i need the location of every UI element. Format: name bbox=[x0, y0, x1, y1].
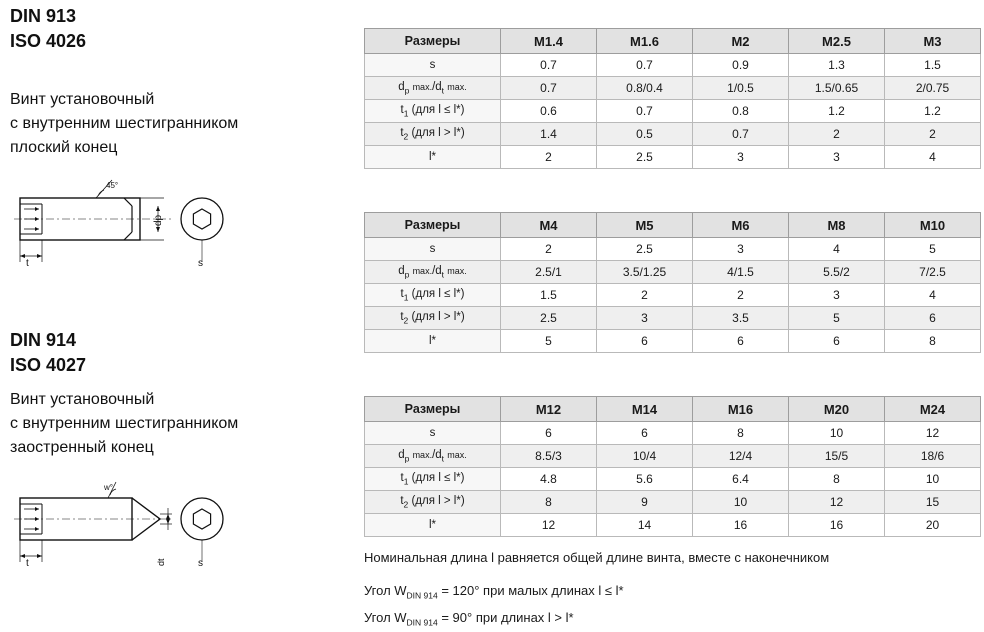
cell: 0.7 bbox=[597, 54, 693, 77]
table-row bbox=[365, 123, 981, 146]
footnotes bbox=[364, 548, 974, 632]
cell: 4 bbox=[885, 146, 981, 169]
note2-prefix: Угол W bbox=[364, 583, 407, 598]
table-row bbox=[365, 284, 981, 307]
cell: 5.5/2 bbox=[789, 261, 885, 284]
din913-desc-line3: плоский конец bbox=[10, 139, 118, 156]
row-label: s bbox=[365, 422, 501, 445]
cell: 14 bbox=[597, 514, 693, 537]
left-column bbox=[10, 0, 355, 628]
cell: 3 bbox=[789, 146, 885, 169]
cell: 0.7 bbox=[501, 54, 597, 77]
table-row bbox=[365, 100, 981, 123]
cell: 10 bbox=[885, 468, 981, 491]
cell: 9 bbox=[597, 491, 693, 514]
standard-block-din913 bbox=[10, 4, 86, 54]
cell: 2 bbox=[597, 284, 693, 307]
cell: 8.5/3 bbox=[501, 445, 597, 468]
cell: 1.5 bbox=[501, 284, 597, 307]
cell: 1.4 bbox=[501, 123, 597, 146]
table-header-row bbox=[365, 213, 981, 238]
cell: 0.6 bbox=[501, 100, 597, 123]
header-cell-0: Размеры bbox=[365, 29, 501, 54]
header-cell-1: M4 bbox=[501, 213, 597, 238]
svg-text:t: t bbox=[26, 258, 29, 268]
cell: 4.8 bbox=[501, 468, 597, 491]
cell: 10 bbox=[693, 491, 789, 514]
header-cell-4: M8 bbox=[789, 213, 885, 238]
cell: 8 bbox=[693, 422, 789, 445]
cell: 4 bbox=[885, 284, 981, 307]
cell: 1.2 bbox=[789, 100, 885, 123]
dimensions-table-m12-m24 bbox=[364, 396, 981, 537]
header-cell-5: M24 bbox=[885, 397, 981, 422]
cell: 6 bbox=[885, 307, 981, 330]
standard-block-din914 bbox=[10, 328, 86, 378]
row-label: $t_1$ (для l ≤ l*) bbox=[365, 468, 501, 491]
cell: 12 bbox=[885, 422, 981, 445]
svg-text:t: t bbox=[26, 558, 29, 568]
cell: 5 bbox=[789, 307, 885, 330]
cell: 5 bbox=[885, 238, 981, 261]
dimensions-table-m4-m10 bbox=[364, 212, 981, 353]
cell: 2 bbox=[789, 123, 885, 146]
cell: 2.5 bbox=[597, 238, 693, 261]
row-label: l* bbox=[365, 330, 501, 353]
cell: 2 bbox=[501, 238, 597, 261]
header-cell-2: M5 bbox=[597, 213, 693, 238]
cell: 8 bbox=[789, 468, 885, 491]
header-cell-0: Размеры bbox=[365, 397, 501, 422]
cell: 3 bbox=[597, 307, 693, 330]
din913-desc-line1: Винт установочный bbox=[10, 91, 155, 108]
header-cell-5: M10 bbox=[885, 213, 981, 238]
header-cell-2: M1.6 bbox=[597, 29, 693, 54]
row-label: $t_1$ (для l ≤ l*) bbox=[365, 284, 501, 307]
din914-title-line1: DIN 914 bbox=[10, 330, 77, 350]
row-label: $d_p$ $\max./d_t$ max. bbox=[365, 77, 501, 100]
table-row bbox=[365, 422, 981, 445]
row-label: $t_2$ (для l > l*) bbox=[365, 123, 501, 146]
cell: 18/6 bbox=[885, 445, 981, 468]
cell: 2 bbox=[693, 284, 789, 307]
cell: 20 bbox=[885, 514, 981, 537]
svg-text:s: s bbox=[198, 558, 203, 568]
table-row bbox=[365, 468, 981, 491]
cell: 6 bbox=[597, 330, 693, 353]
table-row bbox=[365, 330, 981, 353]
row-label: s bbox=[365, 54, 501, 77]
cell: 6 bbox=[501, 422, 597, 445]
cell: 12/4 bbox=[693, 445, 789, 468]
cell: 3.5 bbox=[693, 307, 789, 330]
header-cell-3: M16 bbox=[693, 397, 789, 422]
cell: 0.7 bbox=[597, 100, 693, 123]
cell: 2.5/1 bbox=[501, 261, 597, 284]
note-line-3 bbox=[364, 608, 974, 632]
cell: 12 bbox=[501, 514, 597, 537]
cell: 5.6 bbox=[597, 468, 693, 491]
din913-title-line2: ISO 4026 bbox=[10, 31, 87, 51]
table-row bbox=[365, 146, 981, 169]
table-row bbox=[365, 445, 981, 468]
cell: 0.8/0.4 bbox=[597, 77, 693, 100]
note3-prefix: Угол W bbox=[364, 609, 407, 625]
cell: 1.3 bbox=[789, 54, 885, 77]
table-header-row bbox=[365, 29, 981, 54]
cell: 1.2 bbox=[885, 100, 981, 123]
cell: 2 bbox=[885, 123, 981, 146]
din914-description bbox=[10, 388, 238, 460]
table-row bbox=[365, 77, 981, 100]
row-label: l* bbox=[365, 146, 501, 169]
note-line-1: Номинальная длина l равняется общей длине винта, вместе с наконечником bbox=[364, 550, 830, 565]
din913-technical-drawing bbox=[12, 178, 262, 268]
din914-technical-drawing bbox=[12, 478, 262, 568]
note3-suffix: = 90° при длинах l > l* bbox=[437, 609, 574, 625]
cell: 0.7 bbox=[501, 77, 597, 100]
cell: 4 bbox=[789, 238, 885, 261]
cell: 3 bbox=[693, 146, 789, 169]
cell: 15 bbox=[885, 491, 981, 514]
cell: 6.4 bbox=[693, 468, 789, 491]
header-cell-0: Размеры bbox=[365, 213, 501, 238]
cell: 4/1.5 bbox=[693, 261, 789, 284]
row-label: $t_2$ (для l > l*) bbox=[365, 307, 501, 330]
cell: 16 bbox=[693, 514, 789, 537]
cell: 5 bbox=[501, 330, 597, 353]
row-label: $d_p$ $\max./d_t$ max. bbox=[365, 445, 501, 468]
cell: 8 bbox=[501, 491, 597, 514]
header-cell-3: M6 bbox=[693, 213, 789, 238]
cell: 3.5/1.25 bbox=[597, 261, 693, 284]
cell: 3 bbox=[693, 238, 789, 261]
row-label: $t_2$ (для l > l*) bbox=[365, 491, 501, 514]
header-cell-1: M1.4 bbox=[501, 29, 597, 54]
table-row bbox=[365, 491, 981, 514]
table-m1-4-m3 bbox=[364, 28, 981, 169]
header-cell-2: M14 bbox=[597, 397, 693, 422]
row-label: l* bbox=[365, 514, 501, 537]
cell: 2.5 bbox=[597, 146, 693, 169]
row-label: $t_1$ (для l ≤ l*) bbox=[365, 100, 501, 123]
note-line-2 bbox=[364, 581, 974, 606]
cell: 1.5/0.65 bbox=[789, 77, 885, 100]
cell: 12 bbox=[789, 491, 885, 514]
cell: 7/2.5 bbox=[885, 261, 981, 284]
cell: 6 bbox=[789, 330, 885, 353]
row-label: s bbox=[365, 238, 501, 261]
table-m12-m24 bbox=[364, 396, 981, 537]
cell: 3 bbox=[789, 284, 885, 307]
din914-desc-line1: Винт установочный bbox=[10, 391, 155, 408]
cell: 16 bbox=[789, 514, 885, 537]
note2-suffix: = 120° при малых длинах l ≤ l* bbox=[437, 583, 624, 598]
cell: 1.5 bbox=[885, 54, 981, 77]
cell: 2.5 bbox=[501, 307, 597, 330]
header-cell-5: M3 bbox=[885, 29, 981, 54]
note2-subscript: DIN 914 bbox=[406, 590, 438, 601]
svg-text:dt: dt bbox=[156, 558, 166, 566]
cell: 2/0.75 bbox=[885, 77, 981, 100]
cell: 15/5 bbox=[789, 445, 885, 468]
cell: 6 bbox=[693, 330, 789, 353]
cell: 6 bbox=[597, 422, 693, 445]
cell: 10 bbox=[789, 422, 885, 445]
header-cell-4: M20 bbox=[789, 397, 885, 422]
cell: 8 bbox=[885, 330, 981, 353]
table-row bbox=[365, 307, 981, 330]
din914-desc-line3: заостренный конец bbox=[10, 439, 154, 456]
row-label: $d_p$ $\max./d_t$ max. bbox=[365, 261, 501, 284]
din913-title-line1: DIN 913 bbox=[10, 6, 77, 26]
table-row bbox=[365, 261, 981, 284]
svg-text:w°: w° bbox=[104, 483, 113, 492]
table-row bbox=[365, 238, 981, 261]
table-header-row bbox=[365, 397, 981, 422]
cell: 0.8 bbox=[693, 100, 789, 123]
din913-description bbox=[10, 88, 238, 160]
svg-text:45°: 45° bbox=[106, 181, 119, 190]
table-m4-m10 bbox=[364, 212, 981, 353]
din914-desc-line2: с внутренним шестигранником bbox=[10, 415, 239, 432]
table-row bbox=[365, 54, 981, 77]
svg-text:dp: dp bbox=[153, 214, 164, 226]
cell: 1/0.5 bbox=[693, 77, 789, 100]
dimensions-table-m1.4-m3 bbox=[364, 28, 981, 169]
header-cell-1: M12 bbox=[501, 397, 597, 422]
din914-title-line2: ISO 4027 bbox=[10, 355, 87, 375]
cell: 2 bbox=[501, 146, 597, 169]
svg-text:s: s bbox=[198, 258, 203, 268]
table-row bbox=[365, 514, 981, 537]
cell: 0.7 bbox=[693, 123, 789, 146]
cell: 0.9 bbox=[693, 54, 789, 77]
header-cell-3: M2 bbox=[693, 29, 789, 54]
header-cell-4: M2.5 bbox=[789, 29, 885, 54]
cell: 0.5 bbox=[597, 123, 693, 146]
note3-subscript: DIN 914 bbox=[406, 617, 438, 628]
cell: 10/4 bbox=[597, 445, 693, 468]
din913-desc-line2: с внутренним шестигранником bbox=[10, 115, 239, 132]
